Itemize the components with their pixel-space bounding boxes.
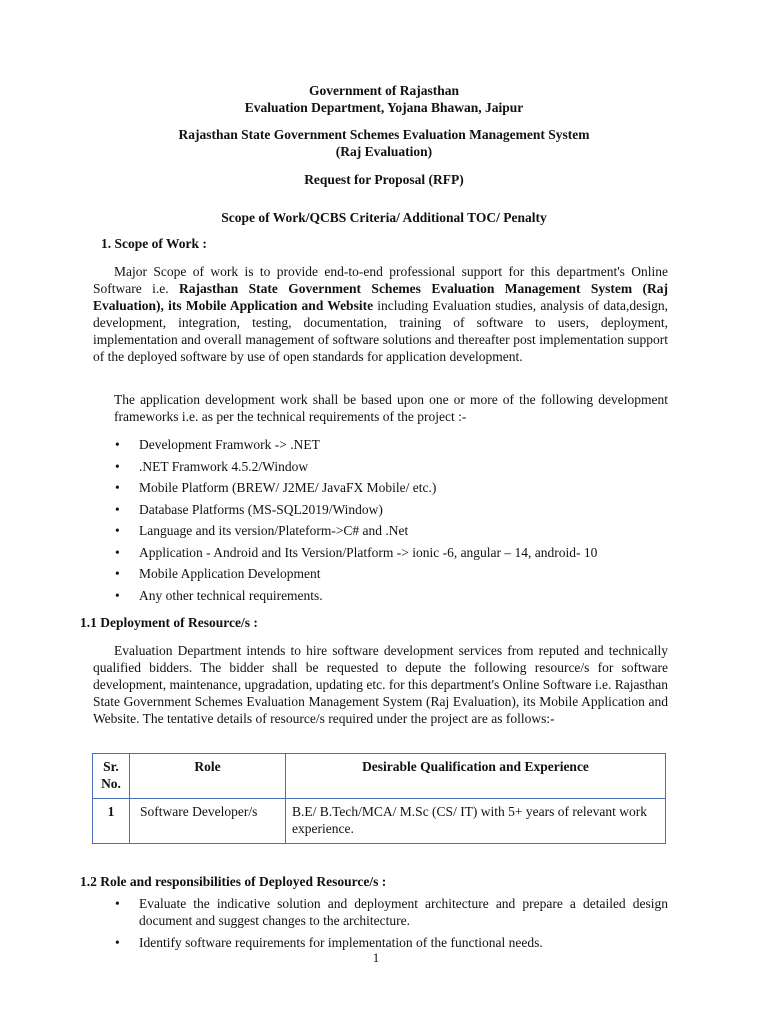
responsibilities-list [115, 895, 668, 955]
para1-bold-text: Rajasthan State Government Schemes Evaluation Management System (Raj Evaluation), its Mobile Application and Website [93, 281, 668, 313]
para1-text-b: including Evaluation studies, analysis of data,design, development, integration, testing, documentation, training of software to users, deployment, implementation and overall management of software solutions and thereafter post implementation support of the deployed software by use of open standards for application development. [93, 298, 668, 364]
page-number: 1 [372, 950, 380, 965]
bullet-icon: • [115, 523, 120, 538]
section-1-paragraph-1 [93, 263, 668, 365]
bullet-icon: • [115, 587, 120, 603]
list-item: • .NET Framwork 4.5.2/Window [115, 458, 309, 474]
table-header-row [93, 754, 666, 799]
table-cell: Software Developer/s [130, 799, 286, 844]
header-rfp: Request for Proposal (RFP) [304, 172, 464, 187]
bullet-icon: • [115, 934, 120, 950]
frameworks-list [115, 436, 675, 608]
header-government: Government of Rajasthan [309, 83, 459, 98]
table-header-cell: Role [130, 754, 286, 799]
list-item: • Mobile Platform (BREW/ J2ME/ JavaFX Mobile/ etc.) [115, 480, 437, 495]
para1-text-a: Major Scope of work is to provide end-to-end professional support for this department's Online Software i.e. [93, 264, 668, 296]
section-1-1-paragraph: Evaluation Department intends to hire software development services from reputed and technically qualified bidders. The bidder shall be requested to depute the following resource/s for software development, maintenance, upgradation, updating etc. for this department's Online Software i.e. Rajasthan State Government Schemes Evaluation Management System (Raj Evaluation), its Mobile Application and Website. The tentative details of resource/s required under the project are as follows:- [93, 643, 668, 726]
bullet-icon: • [115, 437, 120, 452]
section-1-paragraph-2: The application development work shall be based upon one or more of the following development frameworks i.e. as per the technical requirements of the project :- [114, 392, 668, 424]
table-row [93, 799, 666, 844]
header-scope-title: Scope of Work/QCBS Criteria/ Additional TOC/ Penalty [221, 210, 547, 225]
list-item: • Application - Android and Its Version/Platform -> ionic -6, angular – 14, android- 10 [115, 544, 598, 560]
header-system-short: (Raj Evaluation) [335, 144, 433, 159]
section-1-1-heading: 1.1 Deployment of Resource/s : [80, 615, 258, 630]
bullet-icon: • [115, 480, 120, 495]
list-item: • Any other technical requirements. [115, 587, 323, 603]
list-item: • Language and its version/Plateform->C# and .Net [115, 523, 409, 538]
bullet-icon: • [115, 544, 120, 560]
resource-table [92, 753, 666, 844]
list-item: • Evaluate the indicative solution and deployment architecture and prepare a detailed design document and suggest changes to the architecture. [115, 896, 668, 928]
table-header-cell: Desirable Qualification and Experience [286, 754, 666, 799]
header-department: Evaluation Department, Yojana Bhawan, Jaipur [244, 100, 524, 115]
list-item: • Identify software requirements for implementation of the functional needs. [115, 934, 543, 950]
table-cell: B.E/ B.Tech/MCA/ M.Sc (CS/ IT) with 5+ years of relevant work experience. [286, 799, 666, 844]
table-header-cell: Sr. No. [93, 754, 130, 799]
bullet-icon: • [115, 458, 120, 474]
list-item: • Development Framwork -> .NET [115, 437, 320, 452]
bullet-icon: • [115, 896, 120, 911]
header-system-name: Rajasthan State Government Schemes Evaluation Management System [178, 127, 590, 142]
section-1-2-heading: 1.2 Role and responsibilities of Deployed Resource/s : [80, 874, 387, 889]
list-item: • Mobile Application Development [115, 566, 321, 581]
bullet-icon: • [115, 501, 120, 517]
section-1-heading: 1. Scope of Work : [101, 236, 207, 251]
table-cell: 1 [93, 799, 130, 844]
bullet-icon: • [115, 566, 120, 581]
list-item: • Database Platforms (MS-SQL2019/Window) [115, 501, 383, 517]
